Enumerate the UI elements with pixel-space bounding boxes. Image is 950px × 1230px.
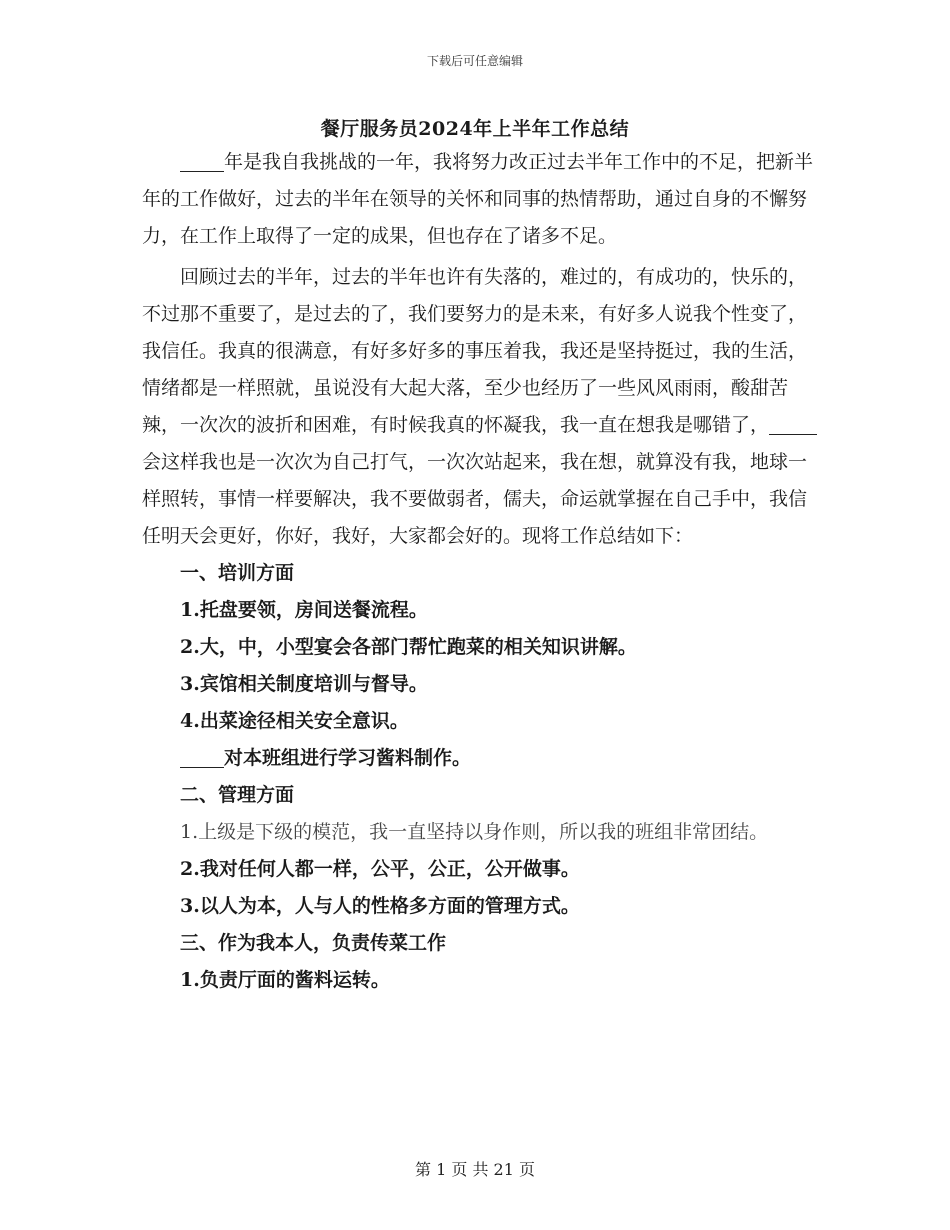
list-item: 1.负责厅面的酱料运转。: [180, 969, 390, 991]
page-number: 第 1 页 共 21 页: [415, 1160, 535, 1179]
list-item: 2.大，中，小型宴会各部门帮忙跑菜的相关知识讲解。: [180, 636, 637, 658]
section-heading-personal: 三、作为我本人，负责传菜工作: [180, 932, 447, 954]
fill-in-blank: [180, 746, 224, 768]
list-item-text: 对本班组进行学习酱料制作。: [224, 747, 472, 769]
intro-paragraph-2-text-a: 回顾过去的半年，过去的半年也许有失落的，难过的，有成功的，快乐的，不过那不重要了，是过去的了，我们要努力的是未来，有好多人说我个性变了，我信任。我真的很满意，有好多好多的事压着我，我还是坚持挺过，我的生活，情绪都是一样照就，虽说没有大起大落，至少也经历了一些风风雨雨，酸甜苦辣，一次次的波折和困难，有时候我真的怀凝我，我一直在想我是哪错了，: [142, 266, 808, 436]
document-body: [142, 144, 822, 999]
document-title: 餐厅服务员2024年上半年工作总结: [320, 118, 630, 140]
intro-paragraph-2: [142, 259, 822, 555]
fill-in-blank: [769, 413, 817, 435]
intro-paragraph-1-text: 年是我自我挑战的一年，我将努力改正过去半年工作中的不足，把新半年的工作做好，过去的半年在领导的关怀和同事的热情帮助，通过自身的不懈努力，在工作上取得了一定的成果，但也存在了诸多不足。: [142, 151, 814, 247]
section-heading-training: 一、培训方面: [180, 562, 295, 584]
list-item: [142, 740, 822, 777]
intro-paragraph-1: [142, 144, 822, 255]
intro-paragraph-2-text-b: 会这样我也是一次次为自己打气，一次次站起来，我在想，就算没有我，地球一样照转，事情一样要解决，我不要做弱者，儒夫，命运就掌握在自己手中，我信任明天会更好，你好，我好，大家都会好的。现将工作总结如下：: [142, 451, 808, 547]
list-item: 1.托盘要领，房间送餐流程。: [180, 599, 428, 621]
list-item: 3.宾馆相关制度培训与督导。: [180, 673, 428, 695]
list-item: 3.以人为本，人与人的性格多方面的管理方式。: [180, 895, 580, 917]
fill-in-blank: [180, 150, 224, 172]
page-header: 下载后可任意编辑: [426, 54, 523, 68]
section-heading-management: 二、管理方面: [180, 784, 295, 806]
list-item: 2.我对任何人都一样，公平，公正，公开做事。: [180, 858, 580, 880]
list-item: 1.上级是下级的模范，我一直坚持以身作则，所以我的班组非常团结。: [180, 821, 769, 843]
list-item: 4.出菜途径相关安全意识。: [180, 710, 409, 732]
